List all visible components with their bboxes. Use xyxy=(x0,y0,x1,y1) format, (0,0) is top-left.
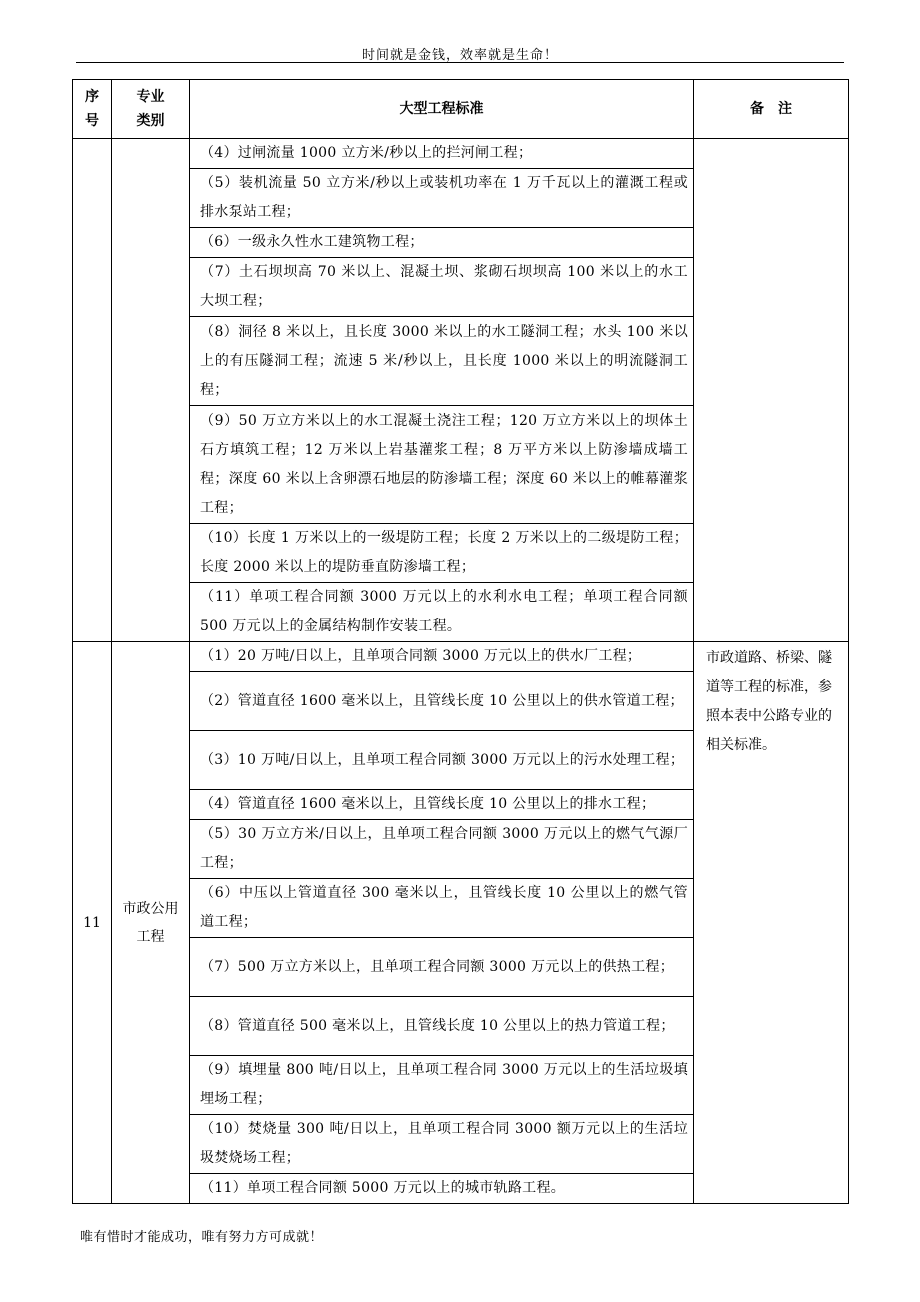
standard-item: （11）单项工程合同额 5000 万元以上的城市轨路工程。 xyxy=(190,1174,694,1204)
standard-item: （9）填埋量 800 吨/日以上，且单项工程合同 3000 万元以上的生活垃圾填埋场工程； xyxy=(190,1056,694,1115)
standard-item: （5）装机流量 50 立方米/秒以上或装机功率在 1 万千瓦以上的灌溉工程或排水泵站工程； xyxy=(190,169,694,228)
standard-item: （7）土石坝坝高 70 米以上、混凝土坝、浆砌石坝坝高 100 米以上的水工大坝工程； xyxy=(190,258,694,317)
table-row xyxy=(73,139,849,169)
standard-item: （9）50 万立方米以上的水工混凝土浇注工程；120 万立方米以上的坝体土石方填筑工程；12 万米以上岩基灌浆工程；8 万平方米以上防渗墙成墙工程；深度 60 米以上含卵漂石地层的防渗墙工程；深度 60 米以上的帷幕灌浆工程； xyxy=(190,406,694,524)
header-category: 专业 类别 xyxy=(112,80,190,139)
seq-cell-continued xyxy=(73,139,112,642)
standard-item: （2）管道直径 1600 毫米以上，且管线长度 10 公里以上的供水管道工程； xyxy=(190,672,694,731)
table-header-row xyxy=(73,80,849,139)
standard-item: （4）管道直径 1600 毫米以上，且管线长度 10 公里以上的排水工程； xyxy=(190,790,694,820)
standard-item: （6）中压以上管道直径 300 毫米以上，且管线长度 10 公里以上的燃气管道工程； xyxy=(190,879,694,938)
note-cell-continued xyxy=(694,139,849,642)
standard-item: （4）过闸流量 1000 立方米/秒以上的拦河闸工程； xyxy=(190,139,694,169)
table-row xyxy=(73,642,849,672)
standard-item: （3）10 万吨/日以上，且单项工程合同额 3000 万元以上的污水处理工程； xyxy=(190,731,694,790)
standard-item: （6）一级永久性水工建筑物工程； xyxy=(190,228,694,258)
standard-item: （1）20 万吨/日以上，且单项合同额 3000 万元以上的供水厂工程； xyxy=(190,642,694,672)
engineering-standards-table xyxy=(72,79,849,1204)
standard-item: （5）30 万立方米/日以上，且单项工程合同额 3000 万元以上的燃气气源厂工程； xyxy=(190,820,694,879)
page-footer-motto: 唯有惜时才能成功，唯有努力方可成就！ xyxy=(80,1230,324,1245)
seq-cell-11: 11 xyxy=(73,642,112,1204)
header-note: 备 注 xyxy=(694,80,849,139)
note-cell-municipal xyxy=(694,642,849,1204)
note-text: 市政道路、桥梁、隧道等工程的标准，参照本表中公路专业的相关标准。 xyxy=(706,650,832,753)
category-cell-continued xyxy=(112,139,190,642)
standard-item: （10）长度 1 万米以上的一级堤防工程；长度 2 万米以上的二级堤防工程；长度 2000 米以上的堤防垂直防渗墙工程； xyxy=(190,524,694,583)
standard-item: （8）洞径 8 米以上，且长度 3000 米以上的水工隧洞工程；水头 100 米以上的有压隧洞工程；流速 5 米/秒以上，且长度 1000 米以上的明流隧洞工程； xyxy=(190,317,694,406)
header-standard: 大型工程标准 xyxy=(190,80,694,139)
category-cell-municipal: 市政公用工程 xyxy=(112,642,190,1204)
page-header-motto: 时间就是金钱，效率就是生命！ xyxy=(361,48,558,63)
header-divider xyxy=(76,62,844,63)
standard-item: （11）单项工程合同额 3000 万元以上的水利水电工程；单项工程合同额 500 万元以上的金属结构制作安装工程。 xyxy=(190,583,694,642)
standard-item: （7）500 万立方米以上，且单项工程合同额 3000 万元以上的供热工程； xyxy=(190,938,694,997)
standard-item: （8）管道直径 500 毫米以上，且管线长度 10 公里以上的热力管道工程； xyxy=(190,997,694,1056)
standard-item: （10）焚烧量 300 吨/日以上，且单项工程合同 3000 额万元以上的生活垃圾焚烧场工程； xyxy=(190,1115,694,1174)
header-seq: 序 号 xyxy=(73,80,112,139)
